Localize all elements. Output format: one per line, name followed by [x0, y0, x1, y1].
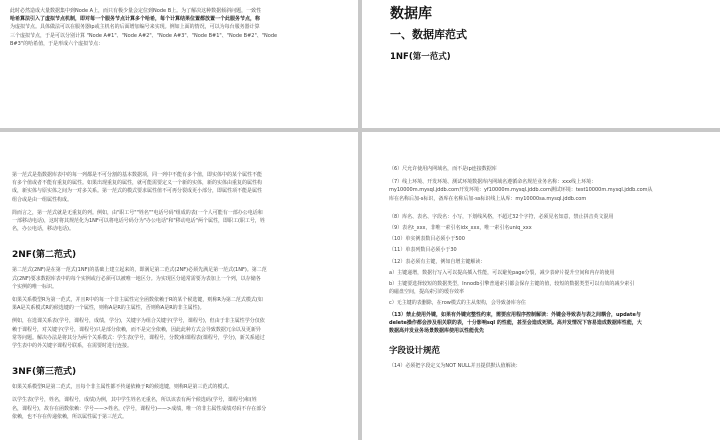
rule-item-13-line: delete操作都会涉及相关联的表，十分影响sql 的性能，甚至会造成死锁。高并发情况下容易造成数据库性能，大: [389, 319, 642, 326]
paragraph-line: 赖于课程号，对关键字(学号，课程号)只是部分依赖，而不是完全依赖，因此此种方式会导致数据冗余以及更新异: [12, 326, 261, 333]
rule-item-11: （11）单表列数目必须小于30: [389, 247, 457, 254]
paragraph-line: 例如，在选课关系表(学号，课程号，成绩，学分)，关键字为组合关键字(学号，课程号)，但由于非主属性学分仅依: [12, 318, 265, 325]
paragraph-line: 以学生表(学号，姓名，课程号，成绩)为例，其中学生姓名无重名，所以该表有两个候选码(学号，课程号)和(姓: [12, 397, 257, 404]
heading-field-design: 字段设计规范: [389, 346, 441, 357]
section-heading: 一、数据库范式: [390, 28, 467, 41]
rule-item-8: （8）库名、表名、字段名：小写，下划线风格，不超过32个字符，必须见名知意，禁止拼音英文混用: [389, 213, 614, 220]
rule-item-14: （14）必须把字段定义为NOT NULL并且提供默认值解读：: [389, 363, 521, 370]
document-page-bottom-right: [362, 132, 720, 440]
paragraph-line: 依赖，也不存在传递依赖，所以属性属于第三范式。: [12, 413, 128, 420]
rule-item-13-line: 数据高并发业务场景数据库使用以性能优先: [389, 328, 485, 335]
paragraph-line: 一部移动电话)，这时将其规范化为1NF可以将电话号码分为"办公电话"和"移动电话"两个属性，即职工(职工号，姓: [12, 218, 265, 225]
paragraph-line: 个实例的唯一标识。: [12, 283, 58, 290]
paragraph-line: 第二范式(2NF)是在第一范式(1NF)的基础上建立起来的，即满足第二范式(2NF)必须先满足第一范式(1NF)。第二范: [12, 267, 267, 274]
heading-2nf: 2NF(第二范式): [12, 250, 77, 261]
text-line: 此时必然造成大量数据集中到Node A上，而只有极少量会定位到Node B上。为了解决这种数据倾斜问题，一致性: [10, 8, 262, 14]
rule-item-6: （6）尺允许使用内网域名，而不是ip连接数据库: [389, 166, 497, 172]
paragraph-line: 果A是关系模式R的候选键的一个属性，则称A是R的主属性，否则称A是R的非主属性)。: [12, 305, 205, 312]
document-page-top-left: [0, 0, 358, 128]
rule-item-7-line: 库在名称后加-s标识，备库在名称后加-ss标识线上从库：my10000sa.mysql.jddb.com: [389, 195, 587, 202]
rule-item-12a: a）主键递增，数据行写入可以提高插入性能，可以避免page分裂，减少表碎片提升空间和内存的使用: [389, 269, 615, 276]
paragraph-line: 如果关系模型R是第二范式，且每个非主属性都不传递依赖于R的候选键，则称R是第三范式的模式。: [12, 384, 233, 391]
paragraph-line: 有多个值或者不能有重复的属性。如果出现重复的属性，就可能需要定义一个新的实体，新的实体由重复的属性构: [12, 180, 263, 187]
text-line: 为虚拟节点。具体做法可以在服务器ip或主机名的后面增加编号来实现。例如上面的情况，可以为每台服务器计算: [10, 24, 260, 31]
paragraph-line: 常等问题。解决办法是将其分为两个关系模式：学生表(学号，课程号，分数)和课程表(课程号，学分)，新关系通过: [12, 334, 265, 341]
paragraph-line: 简而言之，第一范式就是无重复的列。例如，由"职工号""姓名""电话号码"组成的表(一个人可能有一部办公电话和: [12, 209, 263, 216]
paragraph-line: 成，新实体与原实体之间为一对多关系。第一范式的模式要求属性值不可再分裂成更小部分，即属性项不能是属性: [12, 188, 263, 195]
rule-item-13-line: （13）禁止使用外键，如果有外键完整性约束，需要应用程序控制解读：外键会导致表与表之间耦合，update与: [389, 311, 641, 318]
page-title: 数据库: [390, 6, 432, 22]
document-page-top-right: [362, 0, 720, 128]
rule-item-10: （10）单实例表数目必须小于500: [389, 236, 465, 243]
paragraph-line: 如果关系模型R为第一范式，并且R中的每一个非主属性完全函数依赖于R的某个候选键，则称R为第二范式模式(如: [12, 297, 263, 304]
paragraph-line: 名，办公电话，移动电话)。: [12, 226, 74, 233]
rule-item-9: （9）表名t_xxx，非唯一索引名idx_xxx，唯一索引名uniq_xxx: [389, 225, 532, 232]
rule-item-12c: c）无主键的表删除，在row模式的主从架构，会导致备库夯住: [389, 300, 526, 307]
paragraph-line: 第一范式是指数据库表中的每一列都是不可分割的基本数据项，同一列中不能有多个值，即实体中的某个属性不能: [12, 172, 263, 178]
rule-item-7-line: （7）线上环境、开发环境、测试环境数据库内网域名遵循命名规范业务名称：xxx线上环境：: [389, 179, 597, 186]
text-line: B#3"的哈希值，于是形成六个虚拟节点：: [10, 40, 104, 47]
paragraph-line: 学生表中的外关键字课程号联系，在需要时进行连接。: [12, 343, 133, 350]
rule-item-12b-line: b）主键要选择较短的数据类型，Innodb引擎普通索引都会保存主键的值，较短的数据类型可以有效的减少索引: [389, 281, 635, 288]
text-line: 三个虚拟节点，于是可以分别计算 "Node A#1"、"Node A#2"、"Node A#3"、"Node B#1"、"Node B#2"、"Node: [10, 32, 278, 39]
paragraph-line: 式(2NF)要求数据库表中的每个实例或行必须可以被唯一地区分。为实现区分通常需要为表加上一个列，以存储各: [12, 275, 261, 282]
paragraph-line: 组合或是由一组属性构成。: [12, 196, 73, 203]
rule-item-12: （12）表必须有主键，例如自增主键解读：: [389, 258, 486, 265]
heading-3nf: 3NF(第三范式): [12, 367, 77, 378]
subsection-heading: 1NF(第一范式): [390, 52, 451, 62]
text-line: 哈希算法引入了虚拟节点机制，即对每一个服务节点计算多个哈希，每个计算结果位置都放置一个此服务节点，称: [10, 16, 261, 23]
document-page-bottom-left: [0, 132, 358, 440]
rule-item-12b-line: 的磁盘空间，提高索引的缓存效率: [389, 289, 465, 296]
rule-item-7-line: my10000m.mysql.jddb.com开发环境：yf10000m.mysql.jddb.com测试环境：test10000m.mysql.jddb.com从: [389, 187, 653, 194]
paragraph-line: 名，课程号)，故存在函数依赖：学号——>姓名，(学号，课程号)——>成绩，唯一的非主属性成绩对码不存在部分: [12, 405, 267, 412]
